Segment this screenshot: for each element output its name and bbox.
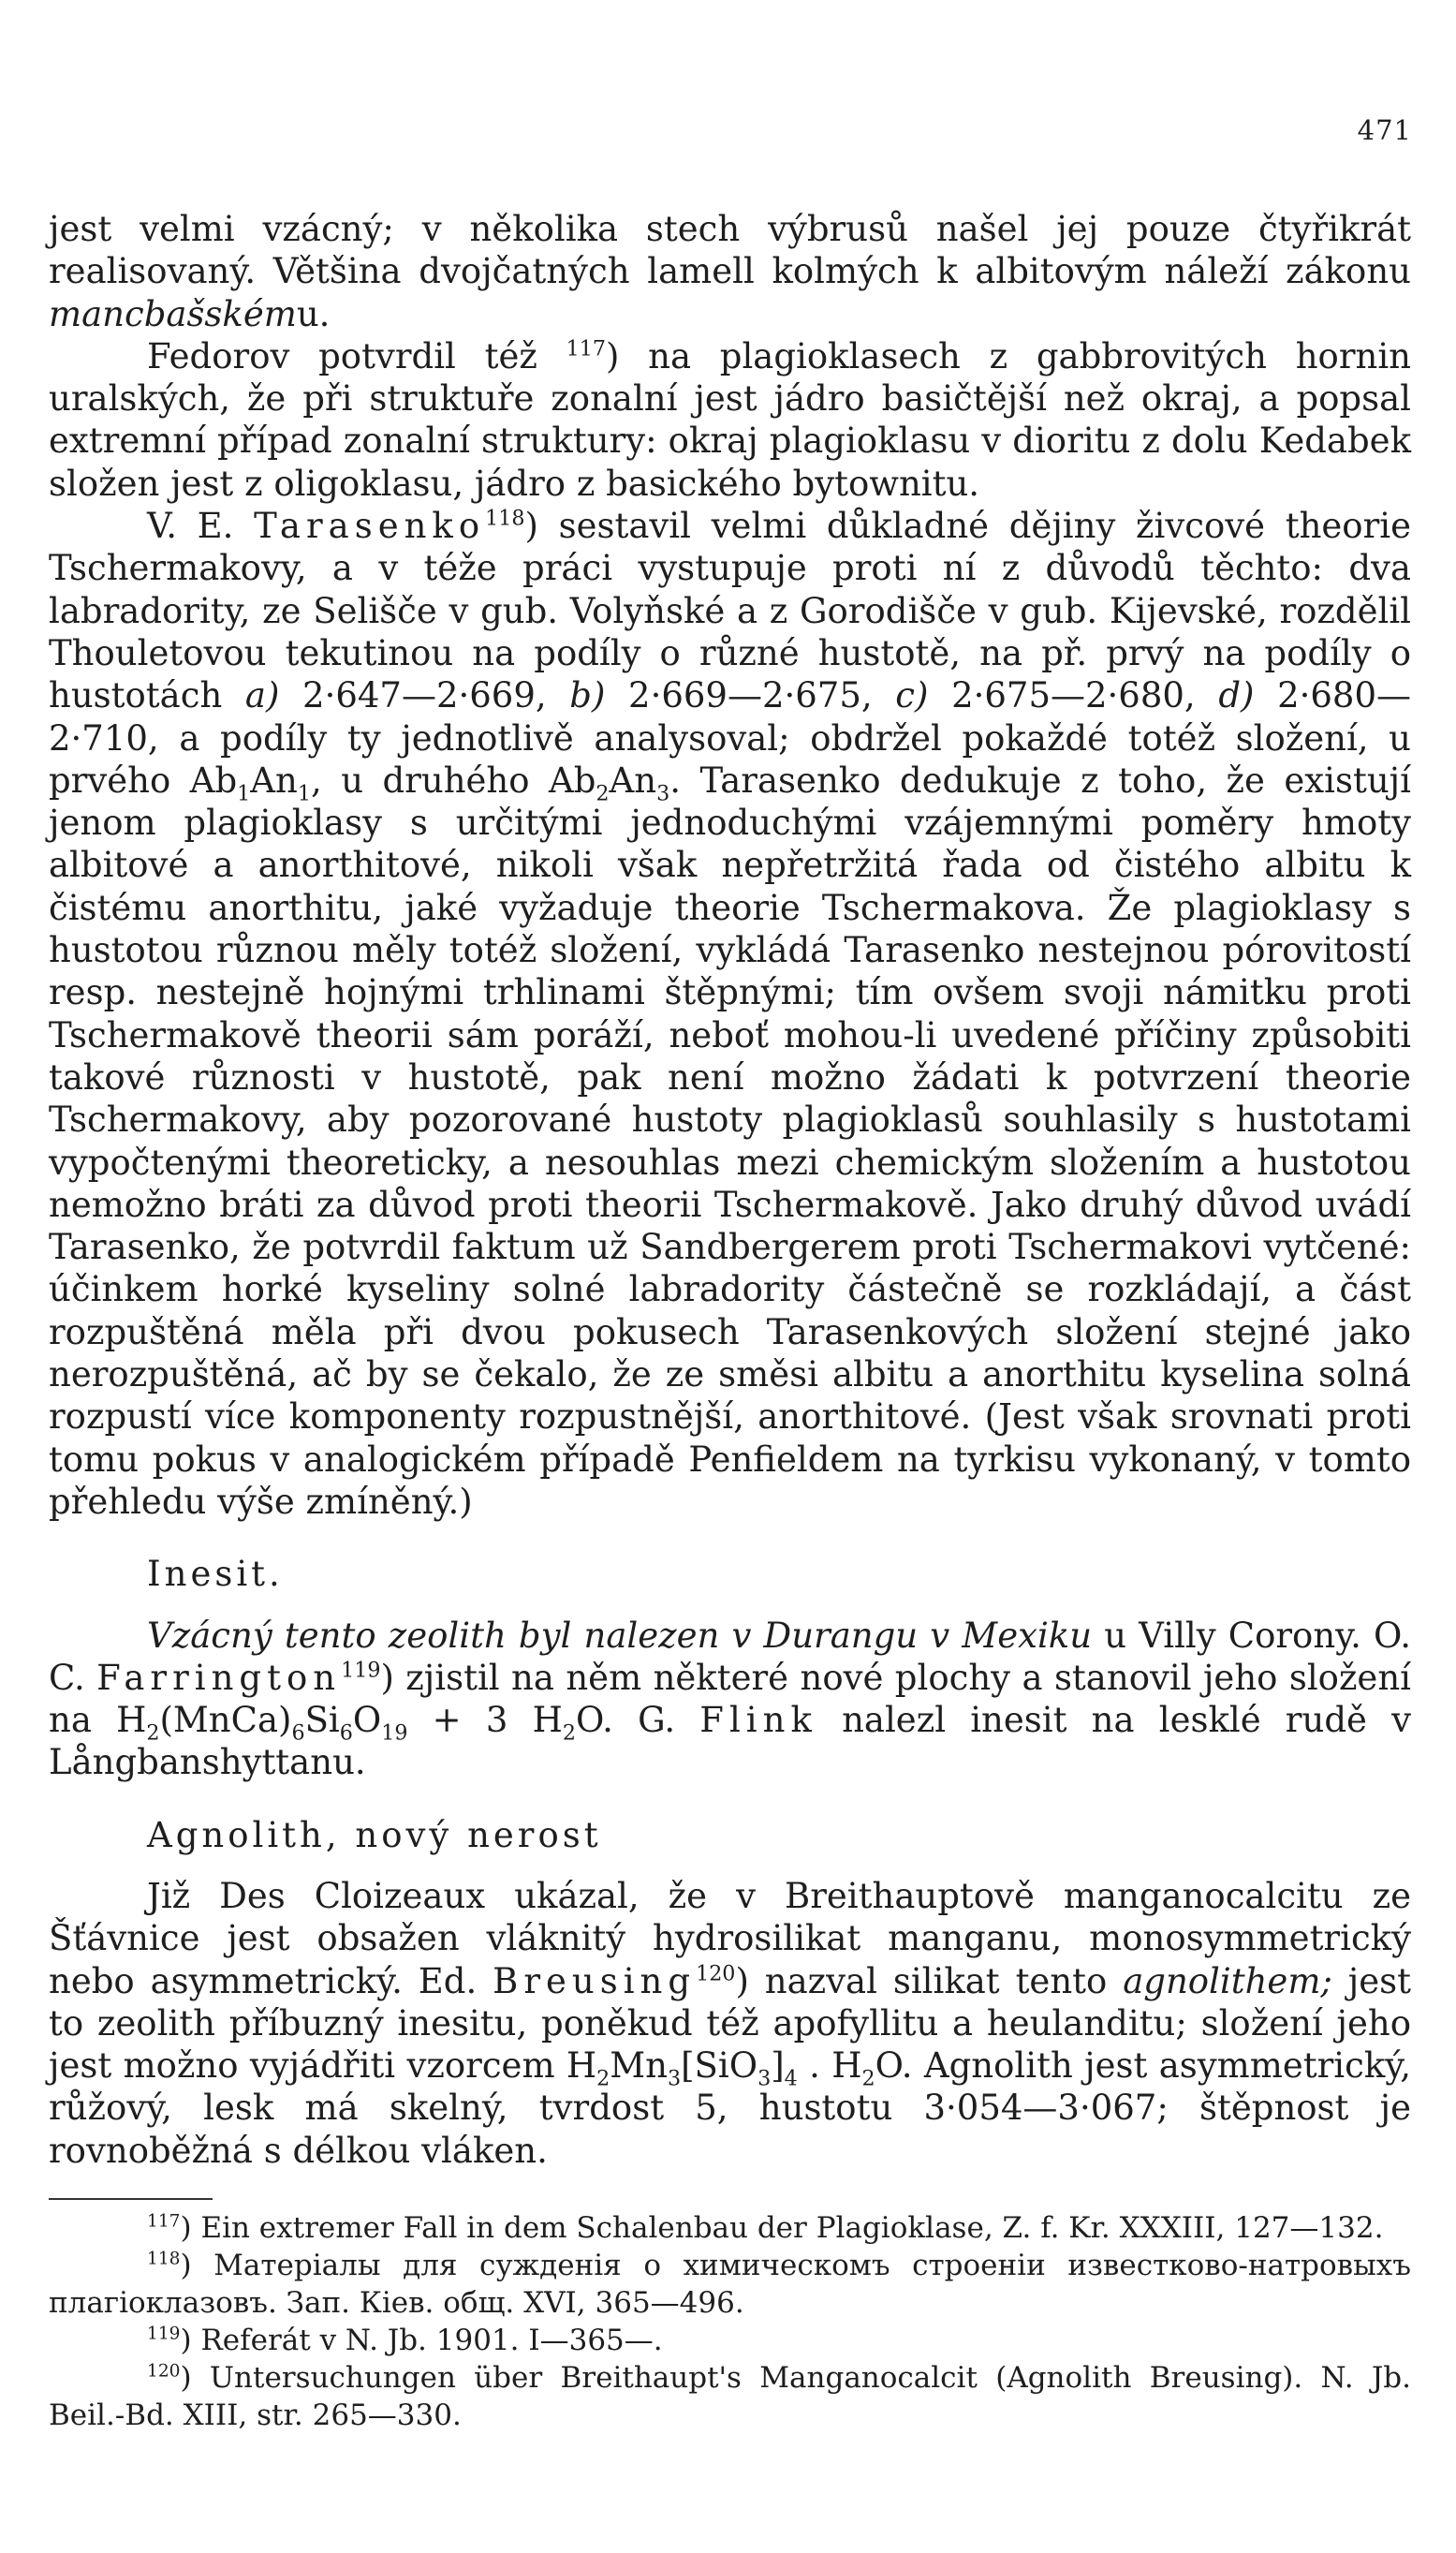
section-heading-inesit: Inesit. (147, 1554, 284, 1595)
author-name: Farrington (96, 1657, 342, 1698)
page-number: 471 (1357, 114, 1412, 146)
paragraph-fedorov: Fedorov potvrdil též $^{117}$) na plagioklasech z gabbrovitých hornin uralských, že při struktuře zonalní jest jádro basičtější než okraj, a popsal extremní případ zonalní struktury: okraj plagioklasu v dioritu z dolu Kedabek složen jest z oligoklasu, jádro z basického bytownitu. (49, 335, 1411, 504)
text-column (49, 208, 1411, 2434)
footnote-ref-120: 120 (696, 1961, 736, 1986)
section-heading-agnolith: Agnolith, nový nerost (147, 1814, 602, 1855)
footnote-divider (49, 2198, 213, 2200)
footnote-ref-119: 119 (341, 1658, 381, 1683)
footnote-119: $^{119}$) Referát v N. Jb. 1901. I—365—. (147, 2324, 663, 2358)
footnote-ref-117: 117 (566, 336, 606, 362)
footnote-117: $^{117}$) Ein extremer Fall in dem Schalenbau der Plagioklase, Z. f. Kr. XXXIII, 127—132. (147, 2211, 1384, 2246)
footnote-118: $^{118}$) Матеріалы для сужденія о химическомъ строеніи известково-натровыхъ плагіоклазовъ. Зап. Кіев. общ. XVI, 365—496. (49, 2249, 1411, 2321)
footnote-120: $^{120}$) Untersuchungen über Breithaupt's Manganocalcit (Agnolith Breusing). N. Jb. Beil.-Bd. XIII, str. 265—330. (49, 2361, 1411, 2433)
author-name: Breusing (493, 1960, 697, 2001)
footnote-ref-118: 118 (485, 506, 525, 531)
paragraph-tarasenko: V. E. Tarasenko$^{118}$) sestavil velmi důkladné dějiny živcové theorie Tschermakovy, a v téže práci vystupuje proti ní z důvodů těchto: dva labradority, ze Selišče v gub. Volyňské a z Gorodišče v gub. Kijevské, rozdělil Thouletovou tekutinou na podíly o různé hustotě, na př. prvý na podíly o hustotách a) 2·647—2·669, b) 2·669—2·675, c) 2·675—2·680, d) 2·680—2·710, a podíly ty jednotlivě analysoval; obdržel pokaždé totéž složení, u prvého $Ab_1An_1$, u druhého $Ab_2An_3$. Tarasenko dedukuje z toho, že existují jenom plagioklasy s určitými jednoduchými vzájemnými poměry hmoty albitové a anorthitové, nikoli však nepřetržitá řada od čistého albitu k čistému anorthitu, jaké vyžaduje theorie Tschermakova. Že plagioklasy s hustotou různou měly totéž složení, vykládá Tarasenko nestejnou pórovitostí resp. nestejně hojnými trhlinami štěpnými; tím ovšem svoji námitku proti Tschermakově theorii sám poráží, neboť mohou-li uvedené příčiny způsobiti takové různosti v hustotě, pak není možno žádati k potvrzení theorie Tschermakovy, aby pozorované hustoty plagioklasů souhlasily s hustotami vypočtenými theoreticky, a nesouhlas mezi chemickým složením a hustotou nemožno bráti za důvod proti theorii Tschermakově. Jako druhý důvod uvádí Tarasenko, že potvrdil faktum už Sandbergerem proti Tschermakovi vytčené: účinkem horké kyseliny solné labradority částečně se rozkládají, a část rozpuštěná měla při dvou pokusech Tarasenkových složení stejné jako nerozpuštěná, ač by se čekalo, že ze směsi albitu a anorthitu kyselina solná rozpustí více komponenty rozpustnější, anorthitové. (Jest však srovnati proti tomu pokus v analogickém případě Penfieldem na tyrkisu vykonaný, v tomto přehledu výše zmíněný.) (49, 506, 1412, 1522)
paragraph-1: jest velmi vzácný; v několika stech výbrusů našel jej pouze čtyřikrát realisovaný. Většina dvojčatných lamell kolmých k albitovým náleží zákonu mancbašskému. (49, 209, 1411, 334)
italic-term: mancbašském (49, 293, 297, 334)
paragraph-inesit: Vzácný tento zeolith byl nalezen v Durangu v Mexiku u Villy Corony. O. C. Farrington$^{119}$) zjistil na něm některé nové plochy a stanovil jeho složení na $H_2(MnCa)_6Si_6O_{19} + 3$ $H_2O$. G. Flink nalezl inesit na lesklé rudě v Långbanshyttanu. (49, 1615, 1411, 1783)
footnotes (49, 2209, 1411, 2434)
author-name: Flink (699, 1700, 817, 1741)
paragraph-agnolith: Již Des Cloizeaux ukázal, že v Breithauptově manganocalcitu ze Šťávnice jest obsažen vláknitý hydrosilikat manganu, monosymmetrický nebo asymmetrický. Ed. Breusing$^{120}$) nazval silikat tento agnolithem; jest to zeolith příbuzný inesitu, poněkud též apofyllitu a heulanditu; složení jeho jest možno vyjádřiti vzorcem $H_2Mn_3[SiO_3]_4$ . $H_2O$. Agnolith jest asymmetrický, růžový, lesk má skelný, tvrdost 5, hustotu 3·054—3·067; štěpnost je rovnoběžná s délkou vláken. (49, 1875, 1411, 2171)
author-name: Tarasenko (254, 506, 486, 547)
